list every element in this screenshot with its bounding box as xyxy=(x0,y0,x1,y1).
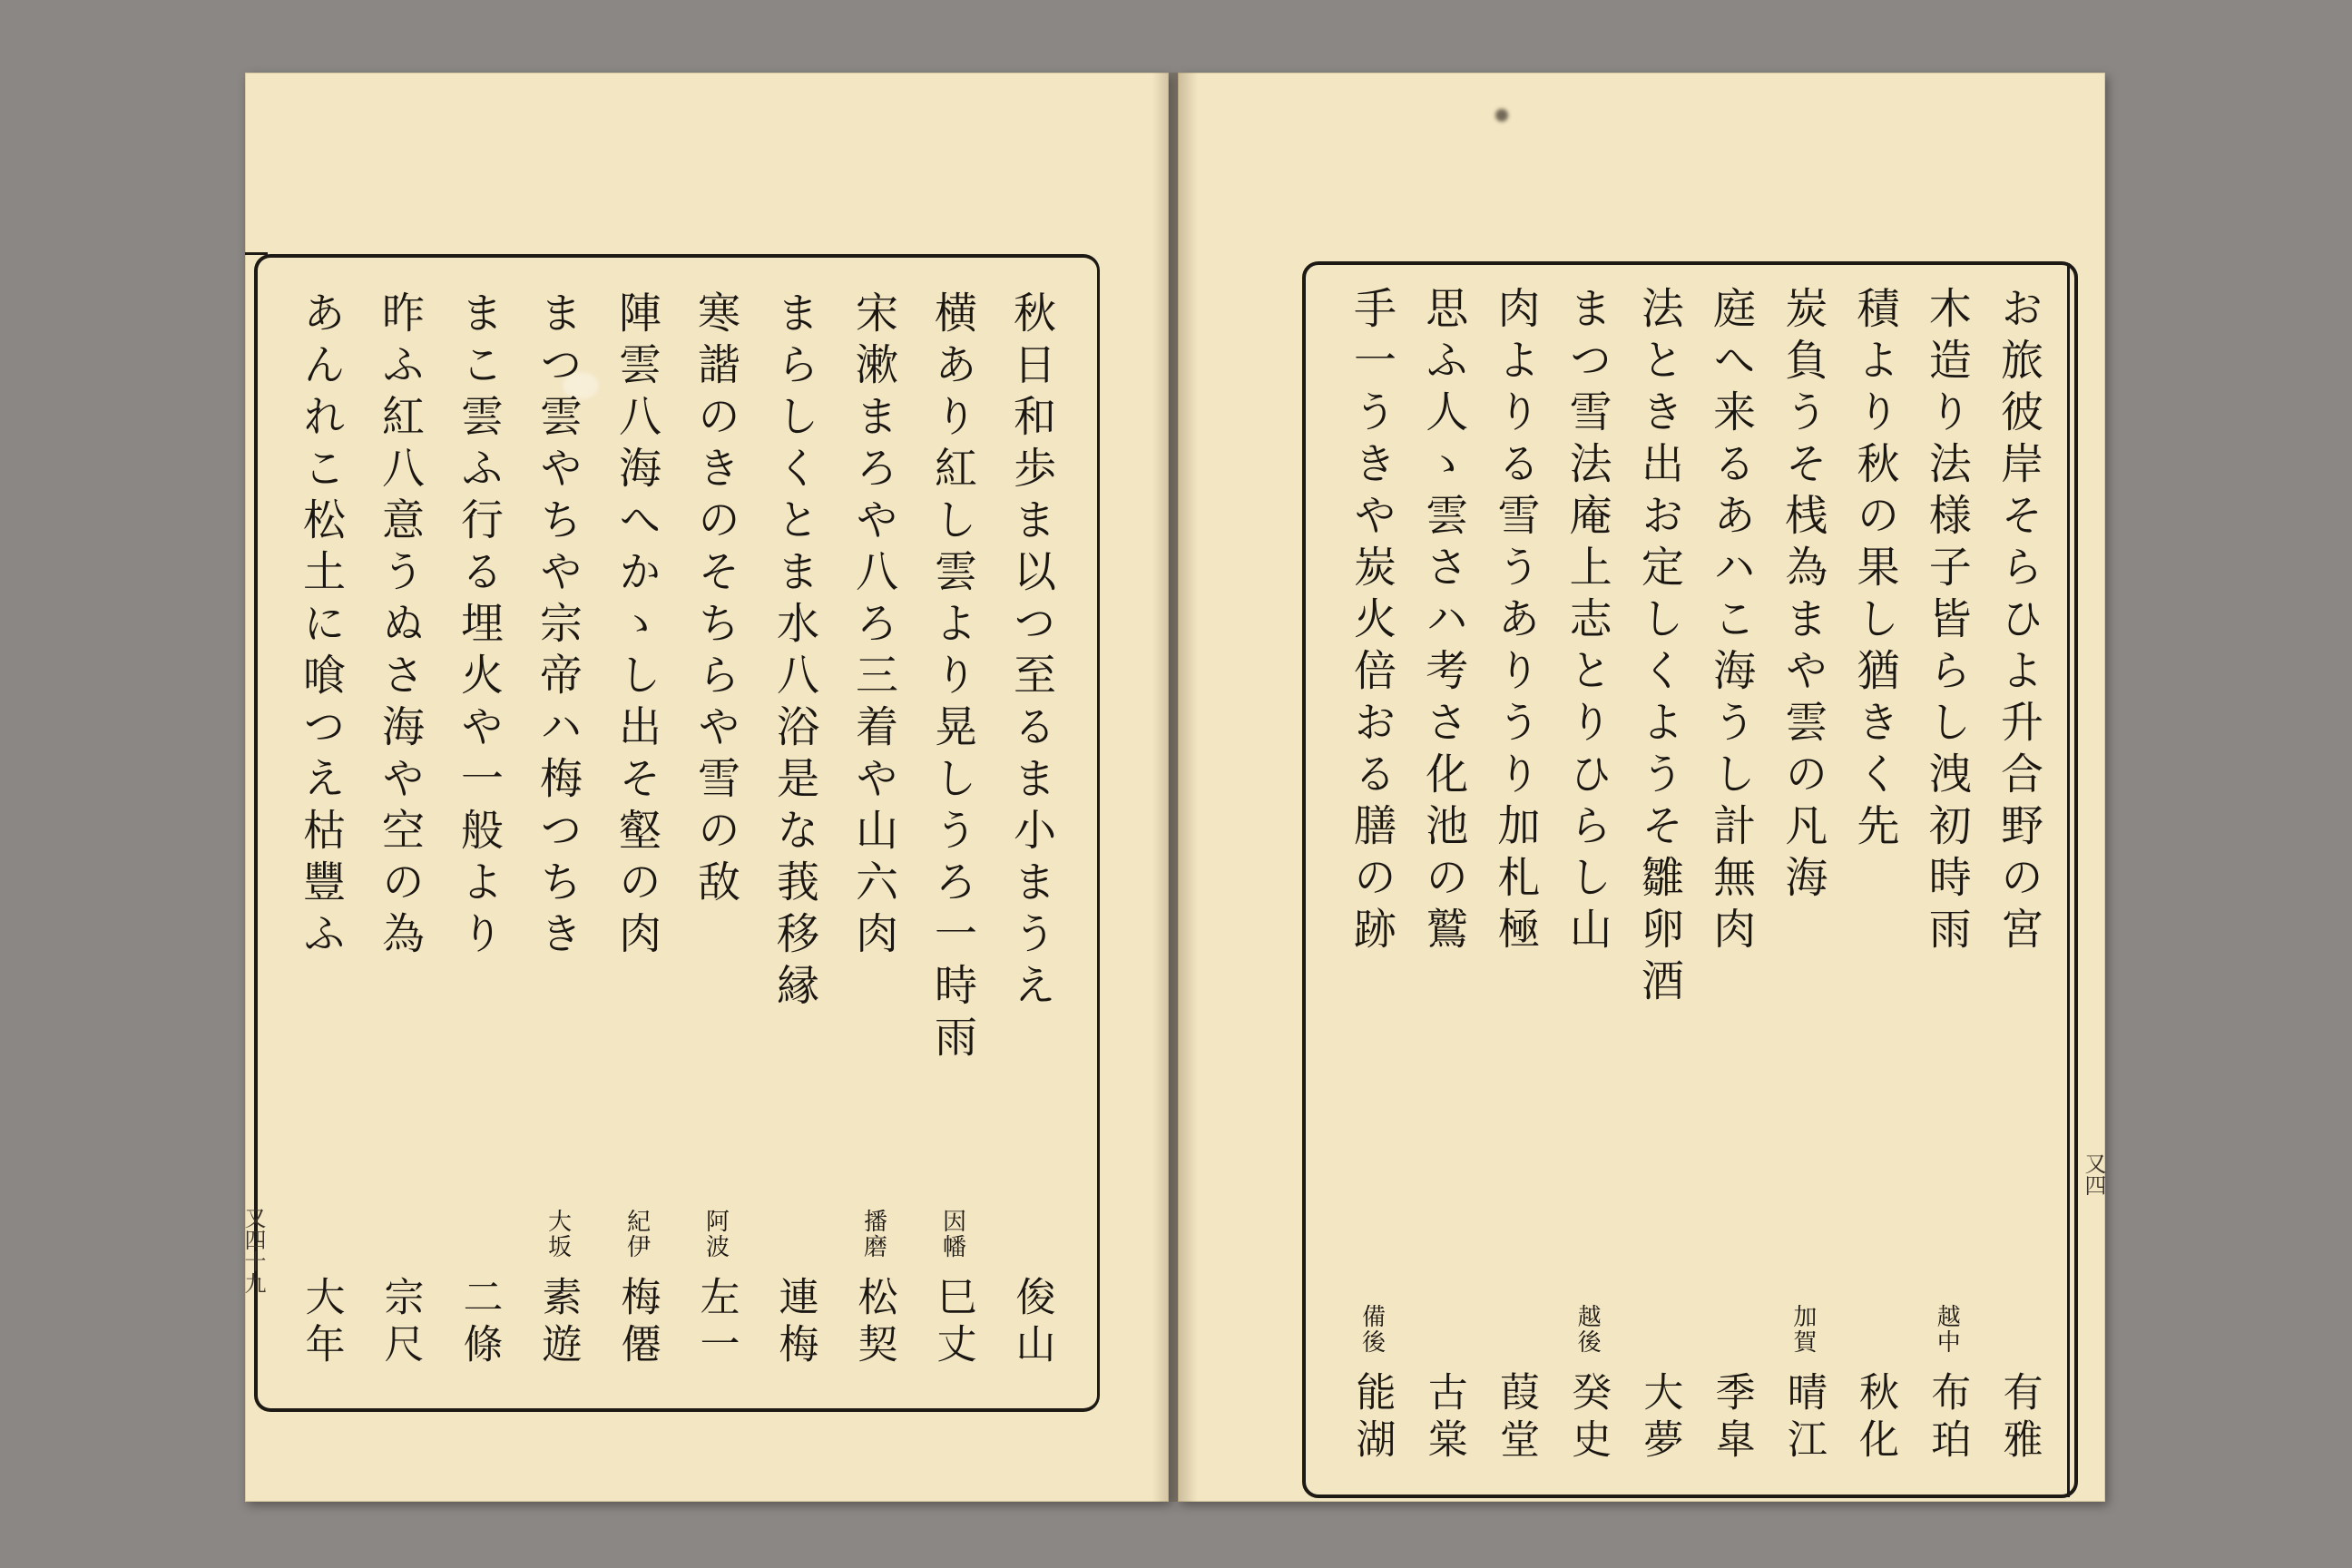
province-label: 因幡 xyxy=(938,1209,966,1259)
poet-name: 癸史 xyxy=(1564,1371,1612,1465)
poet-name: 巳丈 xyxy=(929,1276,976,1370)
province-label: 越後 xyxy=(1573,1304,1602,1355)
province-label: 紀伊 xyxy=(622,1209,651,1259)
poet-name: 大夢 xyxy=(1636,1371,1683,1465)
poem-text: 思ふ人ゝ雲さハ考さ化池の鷲 xyxy=(1418,286,1469,958)
attribution xyxy=(1420,1371,1467,1465)
attribution xyxy=(1852,1371,1899,1465)
poem-column xyxy=(1006,290,1056,1370)
poet-name: 能湖 xyxy=(1348,1371,1396,1465)
poem-text: あんれこ松土に喰つえ枯豐ふ xyxy=(296,290,346,963)
poet-name: 大年 xyxy=(298,1276,345,1370)
province-label: 備後 xyxy=(1357,1304,1386,1355)
poem-text: 宋漱まろや八ろ三着や山六肉 xyxy=(848,290,898,963)
attribution xyxy=(298,1276,345,1370)
poet-name: 季皐 xyxy=(1708,1371,1755,1465)
poet-name: 晴江 xyxy=(1779,1371,1827,1465)
poet-name: 古棠 xyxy=(1420,1371,1467,1465)
poem-text: 昨ふ紅八意うぬさ海や空の為 xyxy=(375,290,425,963)
attribution xyxy=(929,1209,976,1370)
attribution xyxy=(534,1209,582,1370)
ink-speck xyxy=(1495,109,1508,122)
poet-name: 連梅 xyxy=(771,1276,818,1370)
poem-column xyxy=(612,290,662,1370)
poem-text: お旅彼岸そらひよ升合野の宮 xyxy=(1993,286,2043,958)
poem-column xyxy=(533,290,583,1370)
poet-name: 葭堂 xyxy=(1492,1371,1539,1465)
poem-text: 炭負うそ桟為まや雲の凡海 xyxy=(1778,286,1828,906)
poem-column xyxy=(1490,286,1541,1465)
province-label: 播磨 xyxy=(859,1209,887,1259)
poem-text: 肉よりる雪うありうり加札極 xyxy=(1490,286,1541,958)
poem-text: 積より秋の果し猶きく先 xyxy=(1849,286,1900,855)
side-rule xyxy=(2067,263,2070,1497)
poet-name: 素遊 xyxy=(534,1276,582,1370)
poem-column xyxy=(848,290,898,1370)
poem-text: 木造り法様子皆らし洩初時雨 xyxy=(1921,286,1972,958)
attribution xyxy=(1636,1371,1683,1465)
poem-column xyxy=(927,290,977,1370)
poet-name: 俊山 xyxy=(1008,1276,1055,1370)
poem-column xyxy=(1633,286,1684,1465)
attribution xyxy=(771,1276,818,1370)
attribution xyxy=(850,1209,897,1370)
poem-columns xyxy=(296,290,1056,1370)
poem-text: 手一うきや炭火倍おる膳の跡 xyxy=(1347,286,1396,958)
poem-text: 秋日和歩ま以つ至るま小まうえ xyxy=(1006,290,1056,1014)
poet-name: 梅僊 xyxy=(613,1276,661,1370)
poet-name: 有雅 xyxy=(1995,1371,2043,1465)
poem-column xyxy=(1993,286,2043,1465)
poet-name: 松契 xyxy=(850,1276,897,1370)
attribution xyxy=(692,1209,740,1370)
attribution xyxy=(1492,1371,1539,1465)
right-page xyxy=(1178,73,2105,1502)
poem-text: 横あり紅し雲より晃しうろ一時雨 xyxy=(927,290,977,1066)
poem-column xyxy=(691,290,740,1370)
province-label: 阿波 xyxy=(701,1209,730,1259)
attribution xyxy=(1708,1371,1755,1465)
poem-text: まこ雲ふ行る埋火や一般より xyxy=(454,290,504,963)
poem-column xyxy=(1706,286,1757,1465)
attribution xyxy=(1924,1304,1971,1465)
poem-column xyxy=(1562,286,1612,1465)
poem-text: まつ雪法庵上志とりひらし山 xyxy=(1562,286,1612,958)
attribution xyxy=(1995,1371,2043,1465)
poem-columns xyxy=(1347,286,2043,1465)
attribution xyxy=(1348,1304,1396,1465)
poet-name: 左一 xyxy=(692,1276,740,1370)
poem-text: 寒諧のきのそちらや雪の敌 xyxy=(691,290,740,911)
poem-column xyxy=(1347,286,1396,1465)
folio-number: 又四十九 xyxy=(240,1207,266,1294)
poem-column xyxy=(454,290,504,1370)
attribution xyxy=(613,1209,661,1370)
attribution xyxy=(377,1276,424,1370)
poem-text: まらしくとま水八浴是な莪移縁 xyxy=(769,290,819,1014)
folio-number: 又四 xyxy=(2081,1152,2106,1196)
poem-text: 法とき出お定しくようそ雛卵酒 xyxy=(1633,286,1684,1010)
poem-column xyxy=(1418,286,1469,1465)
poet-name: 宗尺 xyxy=(377,1276,424,1370)
attribution xyxy=(1564,1304,1612,1465)
poem-column xyxy=(1778,286,1828,1465)
poet-name: 布珀 xyxy=(1924,1371,1971,1465)
poem-text: 陣雲八海へかゝし出そ壑の肉 xyxy=(612,290,662,963)
attribution xyxy=(1008,1276,1055,1370)
poem-column xyxy=(375,290,425,1370)
poem-column xyxy=(1849,286,1900,1465)
poet-name: 秋化 xyxy=(1852,1371,1899,1465)
poem-column xyxy=(296,290,346,1370)
province-label: 大坂 xyxy=(544,1209,572,1259)
poem-text: まつ雲やちや宗帝ハ梅つちき xyxy=(533,290,583,963)
left-page xyxy=(240,73,1169,1502)
attribution xyxy=(456,1276,503,1370)
poem-column xyxy=(1921,286,1972,1465)
province-label: 加賀 xyxy=(1788,1304,1817,1355)
poem-column xyxy=(769,290,819,1370)
province-label: 越中 xyxy=(1933,1304,1961,1355)
attribution xyxy=(1779,1304,1827,1465)
poet-name: 二條 xyxy=(456,1276,503,1370)
poem-text: 庭へ来るあハこ海うし計無肉 xyxy=(1706,286,1757,958)
